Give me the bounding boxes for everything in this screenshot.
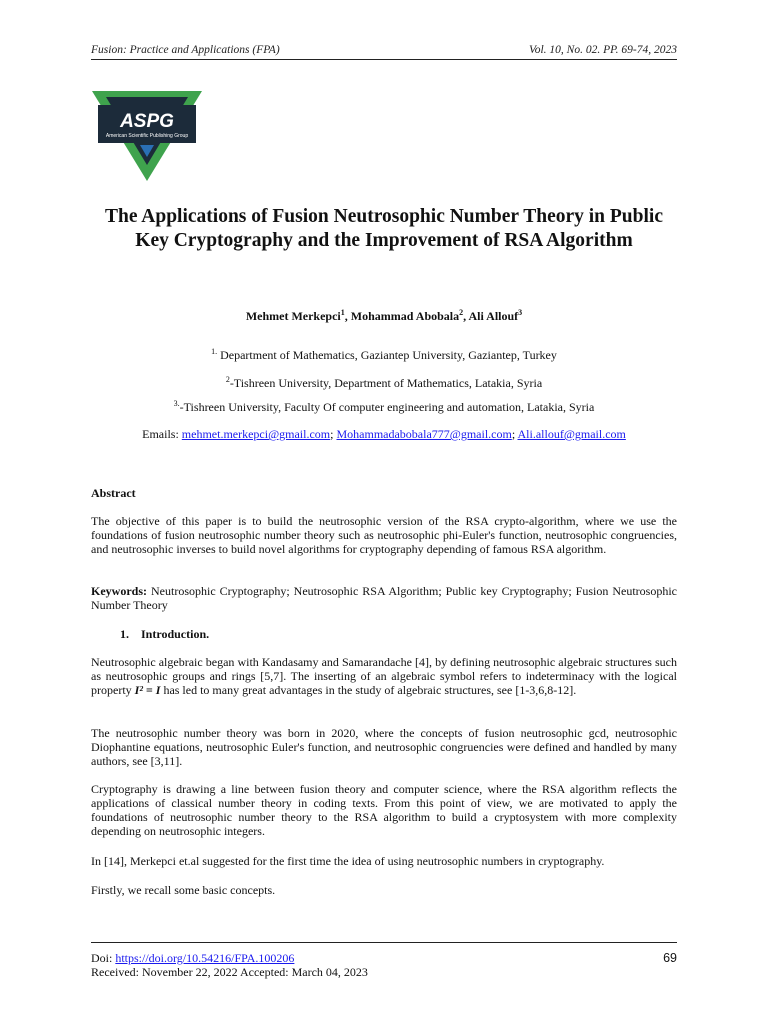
author-name: Mohammad Abobala: [350, 309, 460, 323]
affiliation-mark: 1.: [211, 347, 218, 356]
affiliation-mark: 3.: [173, 399, 180, 408]
author-sup: 2: [459, 308, 464, 317]
running-header: [91, 40, 677, 60]
affiliation-text: Department of Mathematics, Gaziantep University, Gaziantep, Turkey: [217, 348, 557, 362]
logo-text: ASPG: [120, 111, 174, 132]
volume-info: Vol. 10, No. 02. PP. 69-74, 2023: [528, 44, 677, 56]
author-name: Mehmet Merkepci: [245, 309, 341, 323]
paper-title: The Applications of Fusion Neutrosophic Number Theory in Public Key Cryptography and the Improvement of RSA Algorithm: [104, 206, 663, 251]
aspg-logo: [92, 91, 202, 181]
journal-name: Fusion: Practice and Applications (FPA): [91, 44, 280, 56]
received-dates: Received: November 22, 2022 Accepted: March 04, 2023: [91, 965, 368, 979]
author-sup: 1: [340, 308, 345, 317]
keywords-label: Keywords:: [91, 584, 147, 598]
affiliation-mark: 2: [225, 375, 230, 384]
author-name: Ali Allouf: [468, 309, 519, 323]
section-number: 1.: [120, 627, 129, 641]
doi-link[interactable]: https://doi.org/10.54216/FPA.100206: [115, 951, 295, 965]
email-link[interactable]: Mohammadabobala777@gmail.com: [336, 427, 512, 441]
author-list: [91, 308, 677, 324]
affiliation-text: -Tishreen University, Department of Mathematics, Latakia, Syria: [229, 376, 543, 390]
abstract-heading: Abstract: [91, 486, 136, 500]
logo-subtitle: American Scientific Publishing Group: [105, 133, 189, 139]
author-separator: ,: [463, 309, 469, 323]
author-sup: 3: [518, 308, 523, 317]
keywords-text: Neutrosophic Cryptography; Neutrosophic RSA Algorithm; Public key Cryptography; Fusion Neutrosophic Number Theory: [91, 584, 677, 612]
section-heading: [120, 627, 209, 642]
email-separator: ;: [330, 427, 337, 441]
page-number: 69: [663, 951, 677, 965]
intro-paragraph-2: The neutrosophic number theory was born in 2020, where the concepts of fusion neutrosophic gcd, neutrosophic Diophantine equations, neutrosophic Euler's function, and neutrosophic congruencies were defined and handled by many authors, see [3,11].: [91, 726, 677, 768]
intro-paragraph-1: [91, 655, 677, 697]
doi-line: [91, 951, 294, 966]
section-title: Introduction.: [141, 627, 210, 641]
emails-label: Emails:: [142, 427, 182, 441]
affiliation: [91, 399, 677, 415]
email-link[interactable]: mehmet.merkepci@gmail.com: [181, 427, 331, 441]
email-separator: ;: [511, 427, 518, 441]
doi-label: Doi:: [91, 951, 116, 965]
math-expression: I² = I: [134, 683, 161, 697]
intro-paragraph-3: Cryptography is drawing a line between fusion theory and computer science, where the RSA algorithm reflects the applications of classical number theory in coding texts. From this point of view, we are motivated to apply the foundations of neutrosophic number theory to the RSA algorithm to build a cryptosystem with more complexity depending on neutrosophic integers.: [91, 782, 677, 838]
affiliation-text: -Tishreen University, Faculty Of computer engineering and automation, Latakia, Syria: [179, 400, 595, 414]
paragraph-text: Neutrosophic algebraic began with Kandasamy and Samarandache [4], by defining neutrosophic algebraic structures such as neutrosophic groups and rings [5,7]. The inserting of an algebraic symbol refers to indeterminacy with the logical property: [91, 655, 677, 697]
affiliation: [91, 347, 677, 363]
paragraph-text: has led to many great advantages in the study of algebraic structures, see [1-3,6,8-12].: [160, 683, 577, 697]
author-separator: ,: [344, 309, 351, 323]
affiliation: [91, 375, 677, 391]
page-footer: [91, 942, 677, 982]
intro-paragraph-4: In [14], Merkepci et.al suggested for the first time the idea of using neutrosophic numbers in cryptography.: [91, 854, 605, 868]
keywords: [91, 584, 677, 612]
email-link[interactable]: Ali.allouf@gmail.com: [517, 427, 626, 441]
email-line: [91, 427, 677, 442]
abstract-text: The objective of this paper is to build the neutrosophic version of the RSA crypto-algorithm, where we use the foundations of fusion neutrosophic number theory such as neutrosophic phi-Euler's function, neutrosophic congruencies, and neutrosophic inverses to build novel algorithms for cryptography depending of famous RSA algorithm.: [91, 514, 677, 556]
intro-paragraph-5: Firstly, we recall some basic concepts.: [91, 883, 276, 897]
